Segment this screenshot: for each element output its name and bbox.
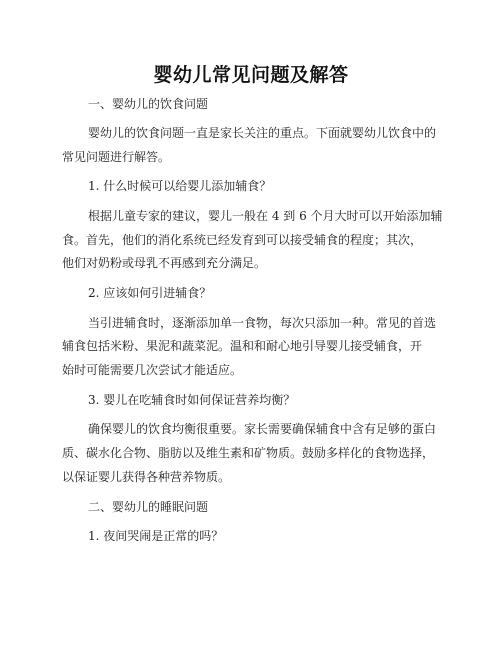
- document-title: 婴幼儿常见问题及解答: [153, 64, 349, 86]
- question-heading: 1. 什么时候可以给婴儿添加辅食？: [88, 179, 272, 193]
- answer-paragraph-line: 以保证婴儿获得各种营养物质。: [62, 470, 231, 484]
- question-heading: 2. 应该如何引进辅食？: [88, 286, 212, 300]
- answer-paragraph-line: 质、碳水化合物、脂肪以及维生素和矿物质。鼓励多样化的食物选择，: [62, 446, 435, 460]
- answer-paragraph-line: 始时可能需要几次尝试才能适应。: [62, 363, 243, 377]
- question-heading: 3. 婴儿在吃辅食时如何保证营养均衡？: [88, 393, 296, 407]
- answer-paragraph-line: 确保婴儿的饮食均衡很重要。家长需要确保辅食中含有足够的蛋白: [88, 422, 437, 436]
- question-heading: 1. 夜间哭闹是正常的吗？: [88, 529, 224, 543]
- answer-paragraph-line: 辅食包括米粉、果泥和蔬菜泥。温和和耐心地引导婴儿接受辅食，开: [62, 339, 423, 353]
- answer-paragraph-line: 当引进辅食时，逐渐添加单一食物，每次只添加一种。常见的首选: [88, 316, 437, 330]
- answer-paragraph-line: 根据儿童专家的建议，婴儿一般在 4 到 6 个月大时可以开始添加辅: [88, 209, 443, 223]
- section-heading-sleep: 二、婴幼儿的睡眠问题: [88, 500, 209, 514]
- answer-paragraph-line: 食。首先，他们的消化系统已经发育到可以接受辅食的程度；其次，: [62, 233, 423, 247]
- intro-paragraph-line: 常见问题进行解答。: [62, 150, 171, 164]
- intro-paragraph-line: 婴幼儿的饮食问题一直是家长关注的重点。下面就婴幼儿饮食中的: [88, 126, 437, 140]
- section-heading-feeding: 一、婴幼儿的饮食问题: [88, 97, 209, 111]
- answer-paragraph-line: 他们对奶粉或母乳不再感到充分满足。: [62, 256, 267, 270]
